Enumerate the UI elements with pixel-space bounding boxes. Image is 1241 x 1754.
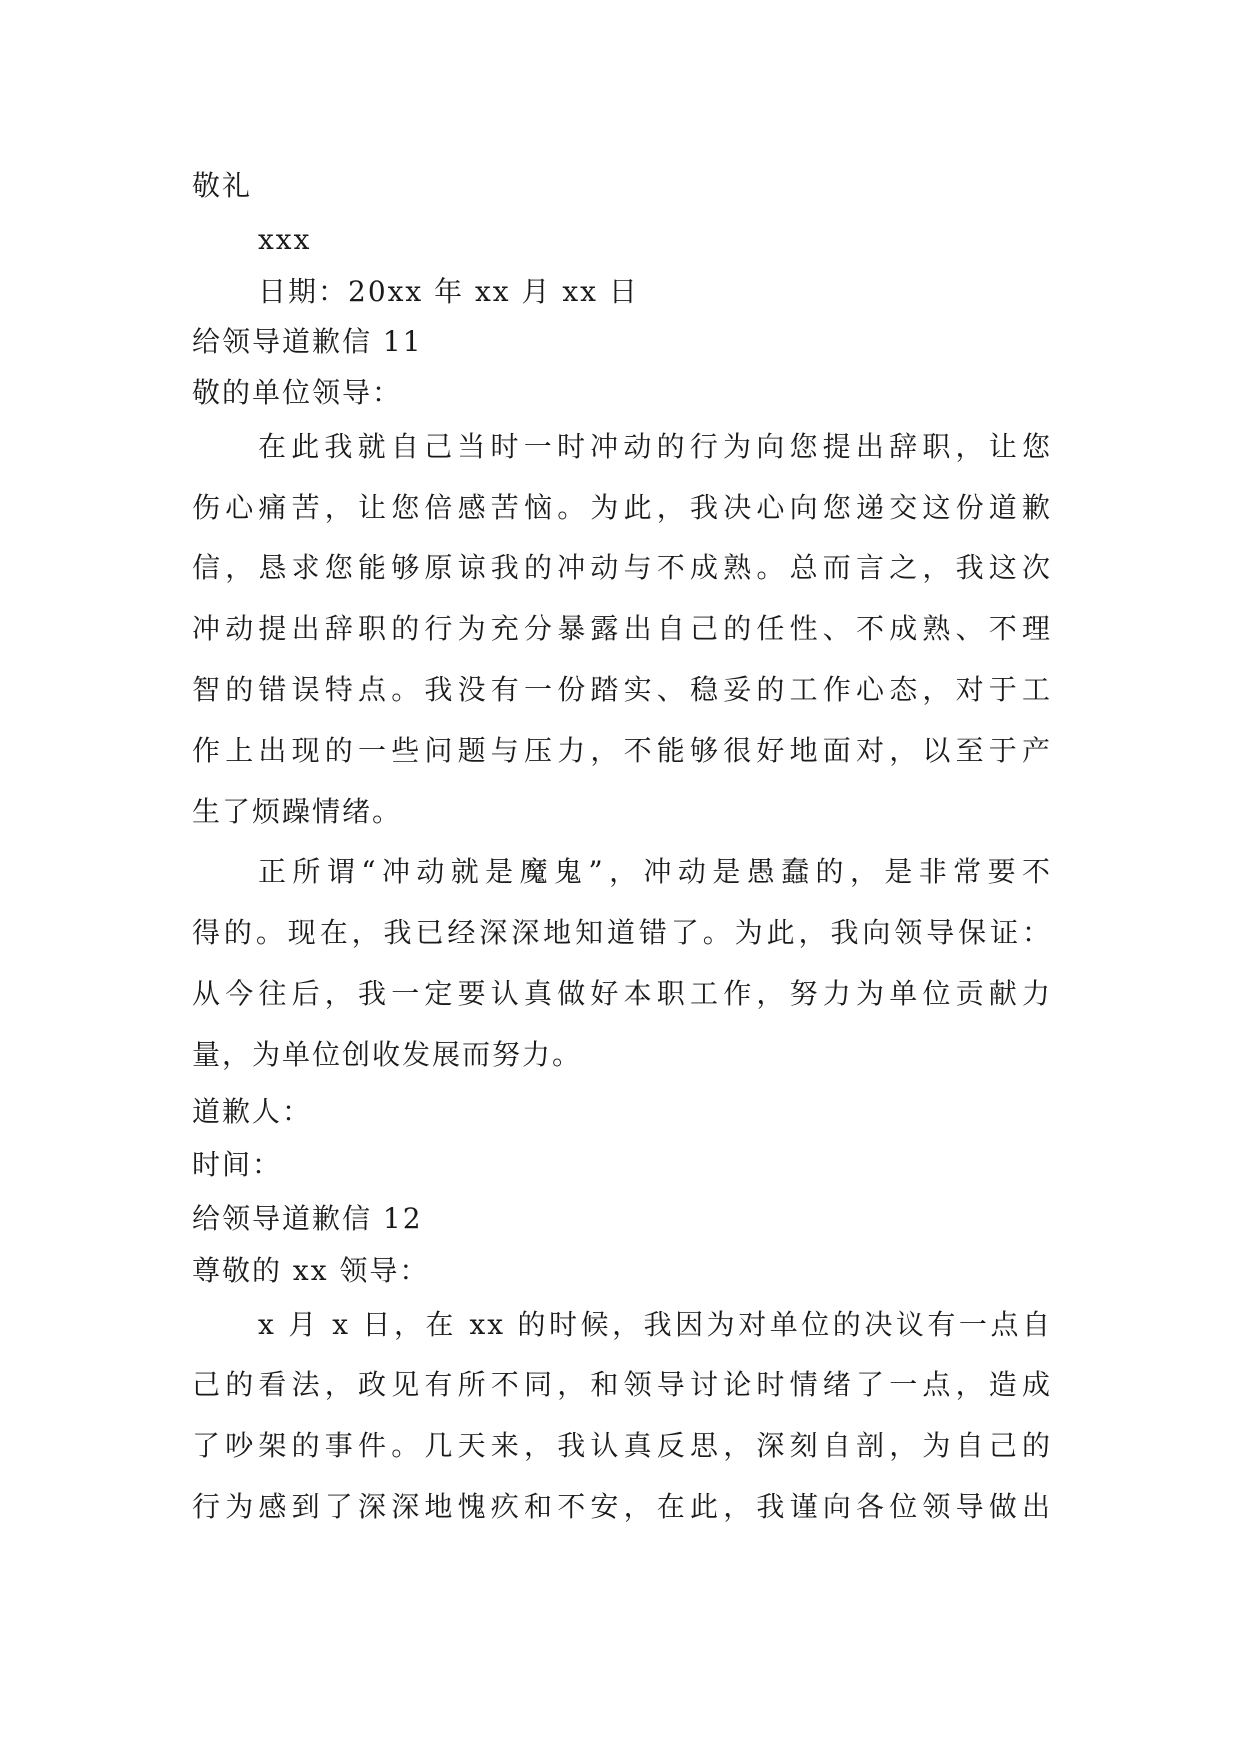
letter-11-time: 时间： xyxy=(192,1148,283,1181)
letter-11-p2-line: 量，为单位创收发展而努力。 xyxy=(192,1038,583,1071)
letter-12-p1-line: 己的看法，政见有所不同，和领导讨论时情绪了一点，造成 xyxy=(192,1368,1052,1401)
closing-date: 日期：20xx 年 xx 月 xx 日 xyxy=(258,275,639,308)
letter-11-p2-line: 正所谓“冲动就是魔鬼”，冲动是愚蠢的，是非常要不 xyxy=(258,855,1052,888)
letter-11-greeting: 敬的单位领导： xyxy=(192,376,403,409)
letter-11-p2-line: 得的。现在，我已经深深地知道错了。为此，我向领导保证： xyxy=(192,916,1052,949)
letter-12-p1-line: x 月 x 日，在 xx 的时候，我因为对单位的决议有一点自 xyxy=(258,1308,1052,1341)
letter-11-p1-line: 冲动提出辞职的行为充分暴露出自己的任性、不成熟、不理 xyxy=(192,612,1052,645)
letter-11-p1-line: 伤心痛苦，让您倍感苦恼。为此，我决心向您递交这份道歉 xyxy=(192,491,1052,524)
letter-11-p2-line: 从今往后，我一定要认真做好本职工作，努力为单位贡献力 xyxy=(192,977,1052,1010)
closing-name: xxx xyxy=(258,223,312,256)
letter-12-title: 给领导道歉信 12 xyxy=(192,1202,423,1235)
letter-12-p1-line: 了吵架的事件。几天来，我认真反思，深刻自剖，为自己的 xyxy=(192,1429,1052,1462)
closing-salute: 敬礼 xyxy=(192,169,253,202)
letter-12-greeting: 尊敬的 xx 领导： xyxy=(192,1254,430,1287)
letter-11-p1-line: 信，恳求您能够原谅我的冲动与不成熟。总而言之，我这次 xyxy=(192,551,1052,584)
letter-11-p1-line: 智的错误特点。我没有一份踏实、稳妥的工作心态，对于工 xyxy=(192,673,1052,706)
letter-11-title: 给领导道歉信 11 xyxy=(192,325,423,358)
letter-11-apologizer: 道歉人： xyxy=(192,1095,313,1128)
letter-11-p1-line: 在此我就自己当时一时冲动的行为向您提出辞职，让您 xyxy=(258,430,1052,463)
letter-11-p1-line: 生了烦躁情绪。 xyxy=(192,795,403,828)
letter-11-p1-line: 作上出现的一些问题与压力，不能够很好地面对，以至于产 xyxy=(192,734,1052,767)
letter-12-p1-line: 行为感到了深深地愧疚和不安，在此，我谨向各位领导做出 xyxy=(192,1490,1052,1523)
